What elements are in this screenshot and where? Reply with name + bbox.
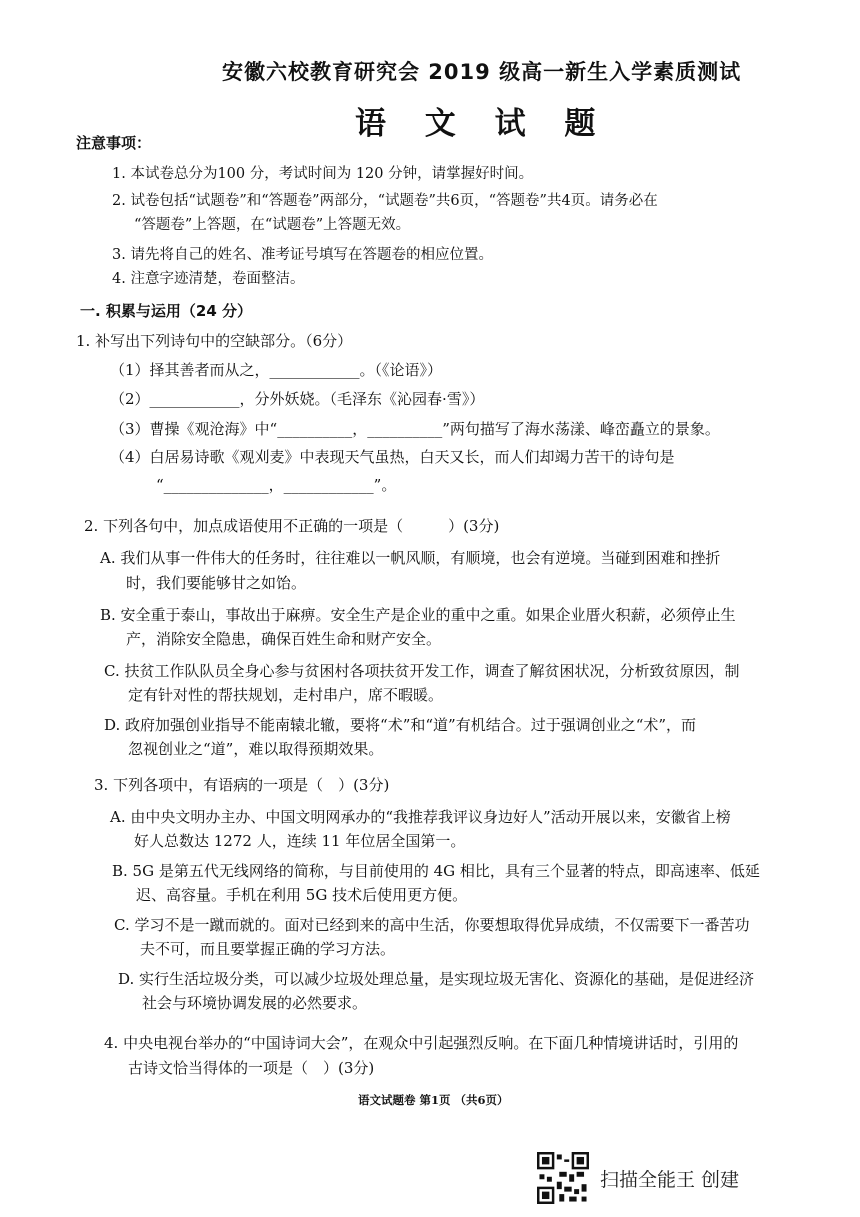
- qr-code-icon: [537, 1152, 589, 1204]
- q3-option-a: A. 由中央文明办主办、中国文明网承办的“我推荐我评议身边好人”活动开展以来，安徽省上榜: [110, 808, 731, 826]
- q1-item-4: （4）白居易诗歌《观刈麦》中表现天气虽热，白天又长，而人们却竭力苦干的诗句是: [110, 448, 675, 466]
- q2-option-a: A. 我们从事一件伟大的任务时，往往难以一帆风顺，有顺境，也会有逆境。当碰到困难和挫折: [100, 549, 721, 567]
- q3-option-b-cont: 迟、高容量。手机在利用 5G 技术后使用更方便。: [136, 886, 468, 904]
- exam-header: 安徽六校教育研究会 2019 级高一新生入学素质测试: [222, 60, 742, 84]
- notes-heading: 注意事项：: [76, 134, 152, 152]
- page-title: 语 文 试 题: [355, 106, 610, 142]
- note-4: 4. 注意字迹清楚，卷面整洁。: [112, 271, 305, 287]
- q3-option-a-cont: 好人总数达 1272 人，连续 11 年位居全国第一。: [134, 832, 466, 850]
- note-1: 1. 本试卷总分为100 分，考试时间为 120 分钟，请掌握好时间。: [112, 166, 534, 182]
- q1-item-2: （2）____________，分外妖娆。（毛泽东《沁园春·雪》）: [110, 390, 485, 408]
- q1-item-4-blanks: “______________，____________”。: [156, 476, 397, 494]
- q1-stem: 1. 补写出下列诗句中的空缺部分。（6分）: [76, 332, 353, 350]
- q4-stem: 4. 中央电视台举办的“中国诗词大会”，在观众中引起强烈反响。在下面几种情境讲话时，引用的: [104, 1034, 739, 1052]
- watermark-text: 扫描全能王 创建: [600, 1169, 740, 1191]
- q2-option-a-cont: 时，我们要能够甘之如饴。: [126, 574, 307, 592]
- section-heading: 一. 积累与运用（24 分）: [80, 302, 253, 320]
- q3-option-c: C. 学习不是一蹴而就的。面对已经到来的高中生活，你要想取得优异成绩，不仅需要下一番苦功: [114, 916, 750, 934]
- q3-option-d: D. 实行生活垃圾分类，可以减少垃圾处理总量，是实现垃圾无害化、资源化的基础，是促进经济: [118, 970, 755, 988]
- q3-stem: 3. 下列各项中，有语病的一项是（ ）(3分): [94, 776, 390, 794]
- note-2: 2. 试卷包括“试题卷”和“答题卷”两部分，“试题卷”共6页，“答题卷”共4页。请务必在: [112, 193, 658, 209]
- q2-option-d-cont: 忽视创业之“道”，难以取得预期效果。: [128, 740, 384, 758]
- q3-option-d-cont: 社会与环境协调发展的必然要求。: [142, 994, 368, 1012]
- q2-option-c: C. 扶贫工作队队员全身心参与贫困村各项扶贫开发工作，调查了解贫困状况，分析致贫原因，制: [104, 662, 740, 680]
- q2-stem: 2. 下列各句中，加点成语使用不正确的一项是（ ）(3分): [84, 517, 500, 535]
- note-2-cont: “答题卷”上答题，在“试题卷”上答题无效。: [134, 217, 411, 233]
- q1-item-1: （1）择其善者而从之，____________。（《论语》）: [110, 361, 443, 379]
- q2-option-b-cont: 产，消除安全隐患，确保百姓生命和财产安全。: [126, 630, 442, 648]
- page-footer: 语文试题卷 第1页 （共6页）: [358, 1093, 509, 1107]
- q3-option-c-cont: 夫不可，而且要掌握正确的学习方法。: [140, 940, 396, 958]
- q2-option-d: D. 政府加强创业指导不能南辕北辙，要将“术”和“道”有机结合。过于强调创业之“术”，而: [104, 716, 697, 734]
- note-3: 3. 请先将自己的姓名、准考证号填写在答题卷的相应位置。: [112, 247, 493, 263]
- q3-option-b: B. 5G 是第五代无线网络的简称，与目前使用的 4G 相比，具有三个显著的特点，即高速率、低延: [112, 862, 760, 880]
- q2-option-c-cont: 定有针对性的帮扶规划，走村串户，席不暇暖。: [128, 686, 444, 704]
- q4-stem-cont: 古诗文恰当得体的一项是（ ）(3分): [128, 1059, 375, 1077]
- q2-option-b: B. 安全重于泰山，事故出于麻痹。安全生产是企业的重中之重。如果企业厝火积薪，必须停止生: [100, 606, 736, 624]
- q1-item-3: （3）曹操《观沧海》中“__________，__________”两句描写了海水荡漾、峰峦矗立的景象。: [110, 420, 720, 438]
